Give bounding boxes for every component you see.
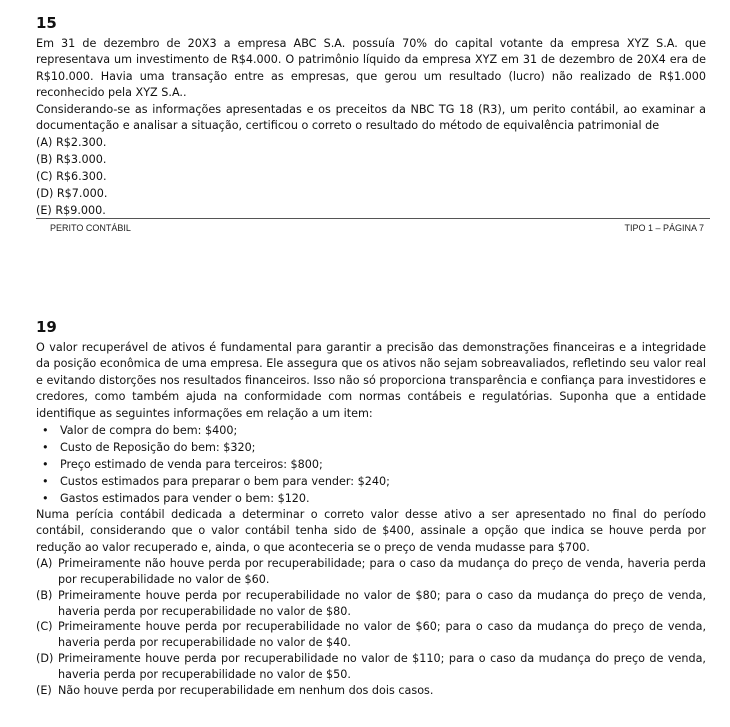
question-statement: O valor recuperável de ativos é fundamental para garantir a precisão das demonstrações financeiras e a integridade da posição econômica de uma empresa. Ele assegura que os ativos não sejam sobreavaliados, refletindo seu valor real e evitando distorções nos resultados financeiros. Isso não só proporciona transparência e confiança para investidores e credores, como também ajuda na conformidade com normas contábeis e regulatórias. Suponha que a entidade identifique as seguintes informações em relação a um item: [36,341,706,420]
answer-options [36,134,706,219]
option-text: Primeiramente houve perda por recuperabilidade no valor de $60; para o caso da mudança do preço de venda, haveria perda por recuperabilidade no valor de $40. [58,620,706,650]
list-item: • Custo de Reposição do bem: $320; [42,441,256,455]
bullet-icon: • [42,492,49,506]
option-text: Primeiramente houve perda por recuperabilidade no valor de $80; para o caso da mudança do preço de venda, haveria perda por recuperabilidade no valor de $80. [58,588,706,618]
option-c [36,619,706,651]
option-text: Primeiramente houve perda por recuperabilidade no valor de $110; para o caso da mudança do preço de venda, haveria perda por recuperabilidade no valor de $50. [58,652,706,681]
option-e [36,683,706,699]
option-label: (E) [36,683,52,697]
option-label: (C) [36,620,53,634]
bullet-icon: • [42,458,49,472]
question-15 [36,14,706,219]
option-label: (D) [36,652,54,666]
question-prompt: Considerando-se as informações apresentadas e os preceitos da NBC TG 18 (R3), um perito contábil, ao examinar a documentação e analisar a situação, certificou o correto o resultado do método de equivalência patrimonial de [36,102,706,133]
option-label: (A) [36,557,53,571]
option-d [36,651,706,683]
option-b: (B) R$3.000. [36,153,107,167]
question-number: 19 [36,318,57,336]
bullet-icon: • [42,475,49,489]
bullet-icon: • [42,424,49,438]
list-item: • Gastos estimados para vender o bem: $120. [42,492,310,506]
option-b [36,588,706,620]
question-number: 15 [36,14,57,32]
list-item: • Custos estimados para preparar o bem para vender: $240; [42,475,390,489]
option-a [36,556,706,588]
option-c: (C) R$6.300. [36,170,107,184]
item-info-list [36,422,706,507]
option-e: (E) R$9.000. [36,204,106,218]
footer-exam-name: PERITO CONTÁBIL [50,223,131,233]
question-19 [36,318,706,698]
bullet-icon: • [42,441,49,455]
question-statement: Em 31 de dezembro de 20X3 a empresa ABC S.A. possuía 70% do capital votante da empresa XYZ S.A. que representava um investimento de R$4.000. O patrimônio líquido da empresa XYZ em 31 de dezembro de 20X4 era de R$10.000. Havia uma transação entre as empresas, que gerou um resultado (lucro) não realizado de R$1.000 reconhecido pela XYZ S.A.. [36,37,706,100]
question-prompt: Numa perícia contábil dedicada a determinar o correto valor desse ativo a ser apresentado no final do período contábil, considerando que o valor contábil tenha sido de $400, assinale a opção que indica se houve perda por redução ao valor recuperado e, ainda, o que aconteceria se o preço de venda mudasse para $700. [36,508,706,554]
option-text: Não houve perda por recuperabilidade em nenhum dos dois casos. [58,683,434,697]
footer-divider [36,218,710,219]
option-a: (A) R$2.300. [36,136,107,150]
option-text: Primeiramente não houve perda por recuperabilidade; para o caso da mudança do preço de venda, haveria perda por recuperabilidade no valor de $60. [58,557,706,587]
page-footer [50,223,704,233]
option-d: (D) R$7.000. [36,187,108,201]
list-item: • Valor de compra do bem: $400; [42,424,238,438]
answer-options [36,556,706,698]
footer-page-info: TIPO 1 – PÁGINA 7 [624,223,704,233]
list-item: • Preço estimado de venda para terceiros: $800; [42,458,323,472]
option-label: (B) [36,588,53,602]
